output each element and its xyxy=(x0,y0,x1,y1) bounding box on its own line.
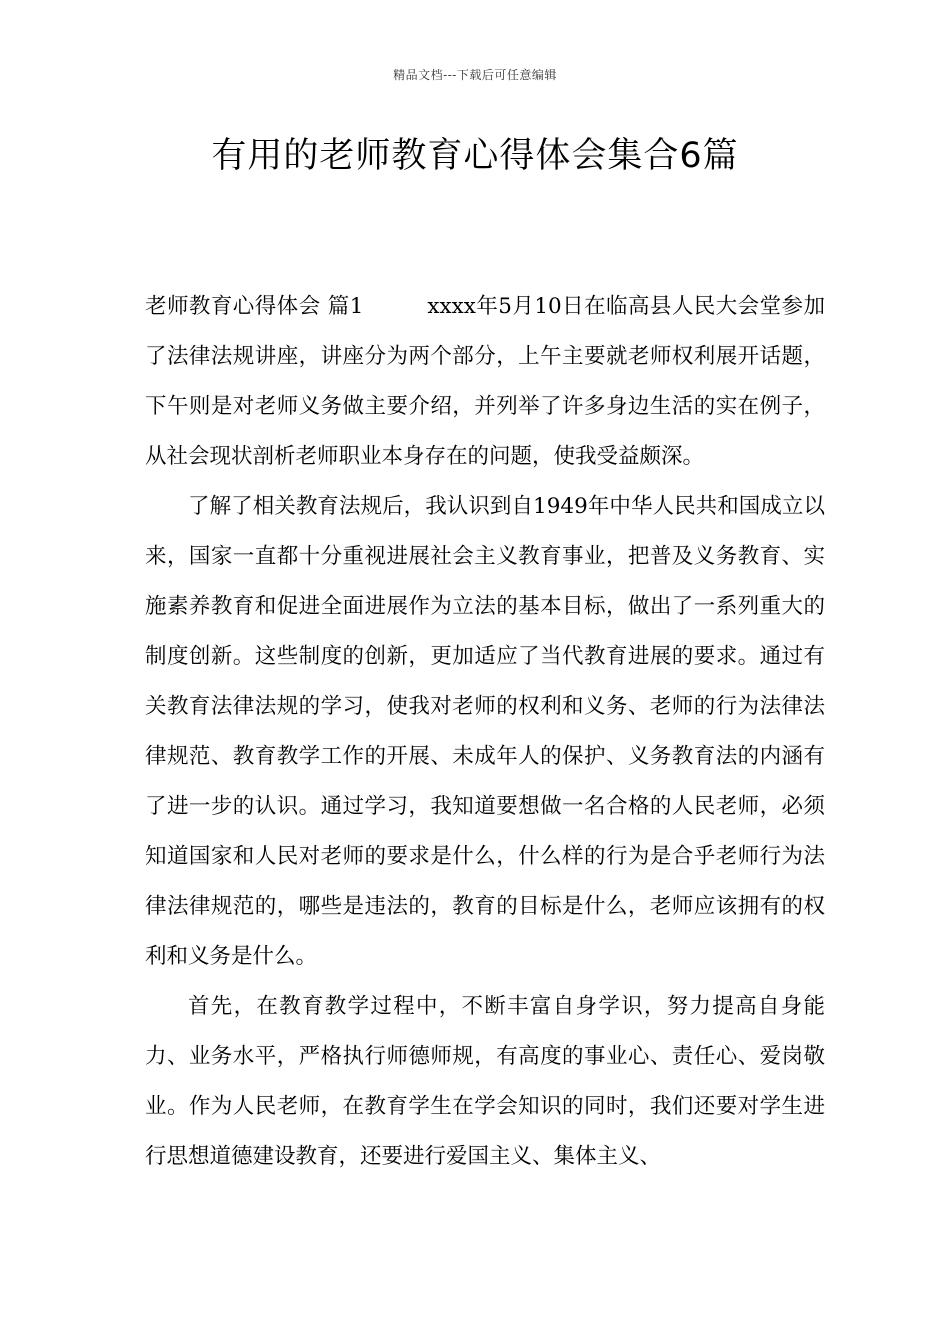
paragraph-3: 首先，在教育教学过程中，不断丰富自身学识，努力提高自身能力、业务水平，严格执行师德师规，有高度的事业心、责任心、爱岗敬业。作为人民老师，在教育学生在学会知识的同时，我们还要对学生进行思想道德建设教育，还要进行爱国主义、集体主义、 xyxy=(145,994,825,1169)
section-label: 老师教育心得体会 篇1 xyxy=(145,294,364,319)
paragraph-1-text: xxxx年5月10日在临高县人民大会堂参加了法律法规讲座，讲座分为两个部分，上午主要就老师权利展开话题，下午则是对老师义务做主要介绍，并列举了许多身边生活的实在例子，从社会现状剖析老师职业本身存在的问题，使我受益颇深。 xyxy=(145,294,825,469)
paragraph-2: 了解了相关教育法规后，我认识到自1949年中华人民共和国成立以来，国家一直都十分重视进展社会主义教育事业，把普及义务教育、实施素养教育和促进全面进展作为立法的基本目标，做出了一系列重大的制度创新。这些制度的创新，更加适应了当代教育进展的要求。通过有关教育法律法规的学习，使我对老师的权利和义务、老师的行为法律法律规范、教育教学工作的开展、未成年人的保护、义务教育法的内涵有了进一步的认识。通过学习，我知道要想做一名合格的人民老师，必须知道国家和人民对老师的要求是什么，什么样的行为是合乎老师行为法律法律规范的，哪些是违法的，教育的目标是什么，老师应该拥有的权利和义务是什么。 xyxy=(145,494,825,969)
document-title: 有用的老师教育心得体会集合6篇 xyxy=(211,136,739,176)
document-body xyxy=(145,282,825,1182)
paragraph-1 xyxy=(145,282,825,482)
header-note: 精品文档---下载后可任意编辑 xyxy=(393,68,557,82)
